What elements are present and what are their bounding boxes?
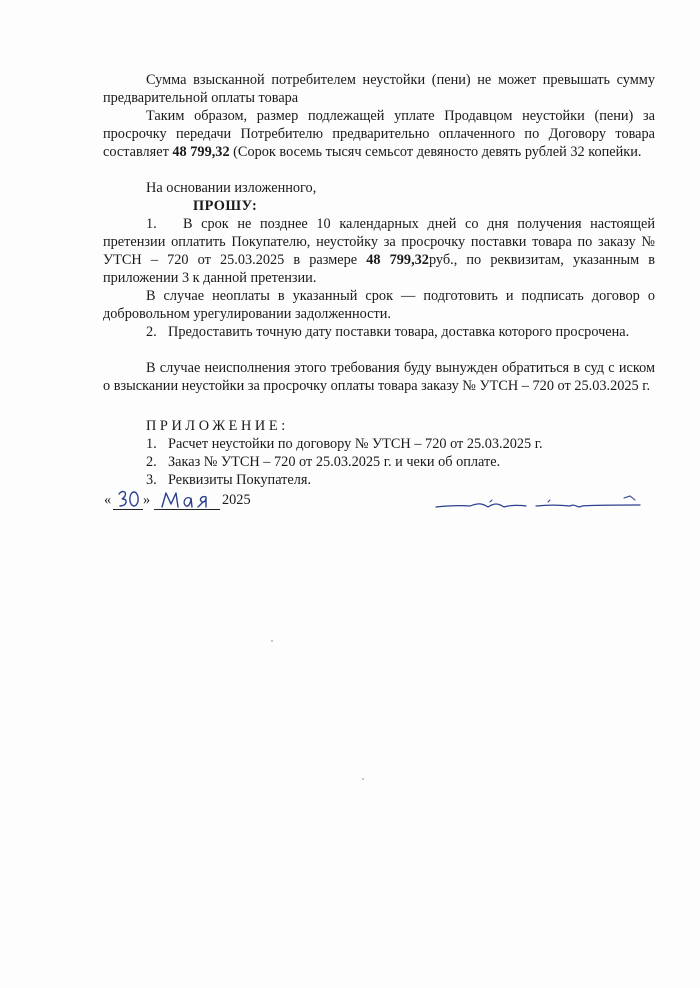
paragraph-court-warning: В случае неисполнения этого требования буду вынужден обратиться в суд с иском о взыскании неустойки за просрочку оплаты товара заказу № УТСН – 720 от 25.03.2025 г. [103, 360, 655, 394]
penalty-amount: 48 799,32 [172, 144, 230, 160]
appendix-item: 2. Заказ № УТСН – 720 от 25.03.2025 г. и чеки об оплате. [146, 454, 501, 470]
appendix-list [103, 435, 655, 489]
document-body [103, 71, 655, 489]
request-item-1-number: 1. [146, 216, 157, 232]
request-item-2-number: 2. [146, 324, 157, 340]
signature [430, 490, 650, 520]
date-month-handwritten [154, 487, 220, 510]
appendix-item: 3. Реквизиты Покупателя. [146, 472, 312, 488]
request-item-2: 2. Предоставить точную дату поставки товара, доставка которого просрочена. [146, 324, 630, 340]
scan-speck [362, 778, 364, 780]
request-heading: ПРОШУ: [193, 198, 258, 214]
date-close-quote: » [143, 492, 151, 508]
date-day-handwritten [113, 487, 143, 510]
date-field [104, 487, 264, 517]
paragraph-penalty-total: Таким образом, размер подлежащей уплате Продавцом неустойки (пени) за просрочку передачи Потребителю предварительно оплаченного по Договору товара составляет 48 799,32 (Сорок восемь тысяч семьсот девяносто девять рублей 32 копейки. [103, 108, 655, 160]
month-handwriting-icon [154, 487, 220, 511]
request-item-1-amount: 48 799,32 [366, 252, 429, 268]
signature-icon [430, 490, 650, 520]
scan-speck [271, 640, 273, 642]
date-open-quote: « [104, 492, 112, 508]
paragraph-basis: На основании изложенного, [146, 180, 317, 196]
date-year: 2025 [222, 492, 251, 508]
appendix-title: ПРИЛОЖЕНИЕ: [146, 418, 289, 434]
paragraph-nonpayment: В случае неоплаты в указанный срок — подготовить и подписать договор о добровольном урегулировании задолженности. [103, 288, 655, 322]
day-handwriting-icon [113, 487, 143, 511]
appendix-item: 1. Расчет неустойки по договору № УТСН – 720 от 25.03.2025 г. [146, 436, 543, 452]
request-item-1: 1. В срок не позднее 10 календарных дней со дня получения настоящей претензии оплатить Покупателю, неустойку за просрочку поставки товара по заказу № УТСН – 720 от 25.03.2025 в размере 48 799,32руб., по реквизитам, указанным в приложении 3 к данной претензии. [103, 216, 655, 286]
paragraph-penalty-limit: Сумма взысканной потребителем неустойки (пени) не может превышать сумму предварительной оплаты товара [103, 72, 655, 106]
